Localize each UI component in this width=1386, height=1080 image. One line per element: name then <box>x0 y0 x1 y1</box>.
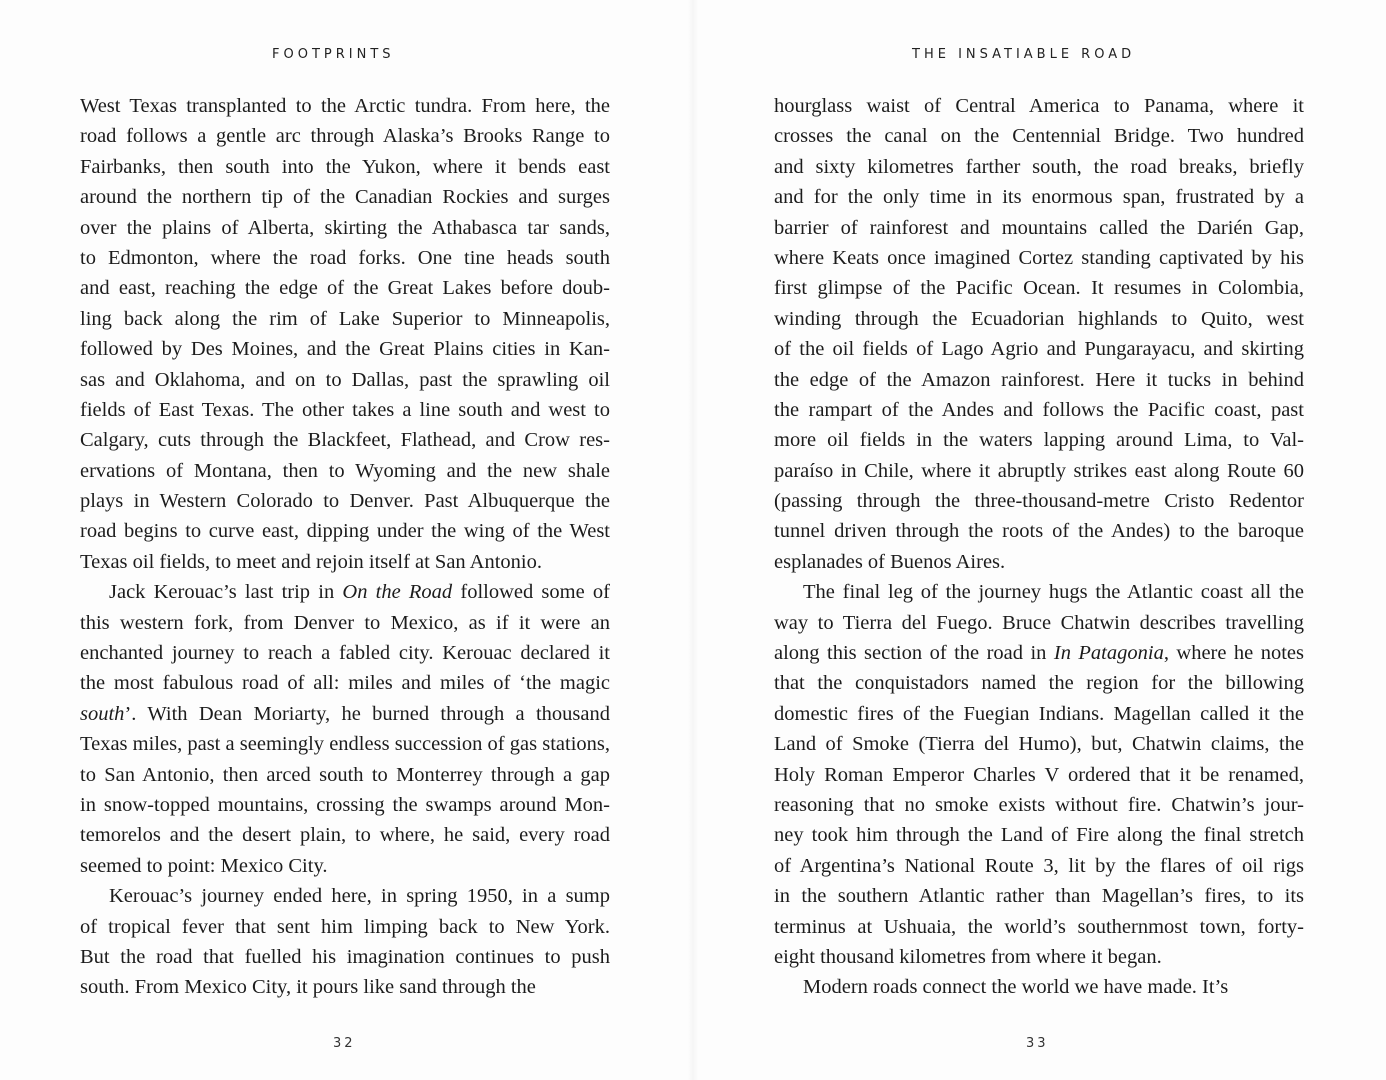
text-line: terminus at Ushuaia, the world’s southernmost town, forty- <box>774 915 1304 938</box>
text-line: the rampart of the Andes and follows the Pacific coast, past <box>774 398 1304 421</box>
text-line: Modern roads connect the world we have made. It’s <box>803 976 1229 999</box>
text-line: reasoning that no smoke exists without fire. Chatwin’s jour- <box>774 793 1304 816</box>
text-line: and for the only time in its enormous span, frustrated by a <box>774 186 1304 209</box>
text-line: (passing through the three-thousand-metre Cristo Redentor <box>774 490 1304 513</box>
text-line: ling back along the rim of Lake Superior to Minneapolis, <box>80 307 610 330</box>
text-line: sas and Oklahoma, and on to Dallas, past the sprawling oil <box>80 368 610 391</box>
text-line: winding through the Ecuadorian highlands to Quito, west <box>774 307 1304 330</box>
right-page <box>693 0 1386 1080</box>
text-line: Texas oil fields, to meet and rejoin itself at San Antonio. <box>80 550 543 573</box>
left-page-body <box>80 91 610 1003</box>
text-line: of Argentina’s National Route 3, lit by the flares of oil rigs <box>774 854 1304 877</box>
text-line: Texas miles, past a seemingly endless succession of gas stations, <box>80 733 610 756</box>
running-head-left: FOOTPRINTS <box>272 47 395 62</box>
text-line: tunnel driven through the roots of the Andes) to the baroque <box>774 520 1304 543</box>
text-line: eight thousand kilometres from where it began. <box>774 945 1162 968</box>
text-line: of the oil fields of Lago Agrio and Pungarayacu, and skirting <box>774 338 1304 361</box>
page-number-right: 33 <box>1026 1036 1049 1051</box>
text-line: way to Tierra del Fuego. Bruce Chatwin describes travelling <box>774 611 1304 634</box>
text-line: temorelos and the desert plain, to where, he said, every road <box>80 824 610 847</box>
text-line: ervations of Montana, then to Wyoming and the new shale <box>80 459 610 482</box>
text-line: paraíso in Chile, where it abruptly strikes east along Route 60 <box>774 459 1304 482</box>
text-line: Fairbanks, then south into the Yukon, where it bends east <box>80 155 610 178</box>
text-line: around the northern tip of the Canadian Rockies and surges <box>80 186 610 209</box>
text-line: in the southern Atlantic rather than Magellan’s fires, to its <box>774 885 1304 908</box>
text-line <box>80 699 610 729</box>
text-line: Land of Smoke (Tierra del Humo), but, Chatwin claims, the <box>774 733 1304 756</box>
text-line: fields of East Texas. The other takes a line south and west to <box>80 398 610 421</box>
text-line: Kerouac’s journey ended here, in spring 1950, in a sump <box>109 885 610 908</box>
text-line: esplanades of Buenos Aires. <box>774 550 1006 573</box>
text-line: West Texas transplanted to the Arctic tundra. From here, the <box>80 95 610 117</box>
text-line: more oil fields in the waters lapping around Lima, to Val- <box>774 429 1304 452</box>
italic-title: In Patagonia <box>1053 642 1164 665</box>
text-line: to Edmonton, where the road forks. One tine heads south <box>80 246 610 269</box>
text-run: ’. With Dean Moriarty, he burned through a thousand <box>124 702 610 725</box>
text-line: But the road that fuelled his imagination continues to push <box>80 945 610 968</box>
text-line: the most fabulous road of all: miles and miles of ‘the magic <box>80 672 610 695</box>
text-line: plays in Western Colorado to Denver. Past Albuquerque the <box>80 490 610 513</box>
right-page-body <box>774 91 1304 1003</box>
text-line: where Keats once imagined Cortez standing captivated by his <box>774 246 1304 269</box>
text-run: , where he notes <box>1163 642 1304 665</box>
text-line: seemed to point: Mexico City. <box>80 854 328 877</box>
text-run: along this section of the road in <box>774 642 1054 665</box>
text-line: first glimpse of the Pacific Ocean. It resumes in Colombia, <box>774 277 1304 300</box>
text-line: ney took him through the Land of Fire along the final stretch <box>774 824 1304 847</box>
text-line: domestic fires of the Fuegian Indians. Magellan called it the <box>774 702 1304 725</box>
text-run: Jack Kerouac’s last trip in <box>109 581 343 604</box>
text-line <box>774 638 1304 668</box>
text-line: the edge of the Amazon rainforest. Here it tucks in behind <box>774 368 1304 391</box>
text-line: of tropical fever that sent him limping back to New York. <box>80 915 610 938</box>
text-line: enchanted journey to reach a fabled city. Kerouac declared it <box>80 642 610 665</box>
text-line: road follows a gentle arc through Alaska’s Brooks Range to <box>80 125 610 148</box>
text-line: hourglass waist of Central America to Panama, where it <box>774 95 1304 117</box>
italic-title: south <box>80 702 125 725</box>
text-line: over the plains of Alberta, skirting the Athabasca tar sands, <box>80 216 610 239</box>
text-line: this western fork, from Denver to Mexico, as if it were an <box>80 611 610 634</box>
text-line: in snow-topped mountains, crossing the swamps around Mon- <box>80 793 610 816</box>
page-number-left: 32 <box>333 1036 356 1051</box>
text-line <box>80 577 610 607</box>
text-line: and sixty kilometres farther south, the road breaks, briefly <box>774 155 1304 178</box>
text-run: followed some of <box>452 581 610 604</box>
text-line: to San Antonio, then arced south to Monterrey through a gap <box>80 763 610 786</box>
text-line: followed by Des Moines, and the Great Plains cities in Kan- <box>80 338 610 361</box>
text-line: barrier of rainforest and mountains called the Darién Gap, <box>774 216 1304 239</box>
italic-title: On the Road <box>342 581 453 604</box>
text-line: Holy Roman Emperor Charles V ordered that it be renamed, <box>774 763 1304 786</box>
text-line: The final leg of the journey hugs the Atlantic coast all the <box>803 581 1304 604</box>
text-line: road begins to curve east, dipping under the wing of the West <box>80 520 610 543</box>
text-line: that the conquistadors named the region for the billowing <box>774 672 1304 695</box>
text-line: and east, reaching the edge of the Great Lakes before doub- <box>80 277 610 300</box>
text-line: crosses the canal on the Centennial Bridge. Two hundred <box>774 125 1304 148</box>
text-line: Calgary, cuts through the Blackfeet, Flathead, and Crow res- <box>80 429 610 452</box>
text-line: south. From Mexico City, it pours like sand through the <box>80 976 536 999</box>
running-head-right: THE INSATIABLE ROAD <box>912 47 1136 62</box>
